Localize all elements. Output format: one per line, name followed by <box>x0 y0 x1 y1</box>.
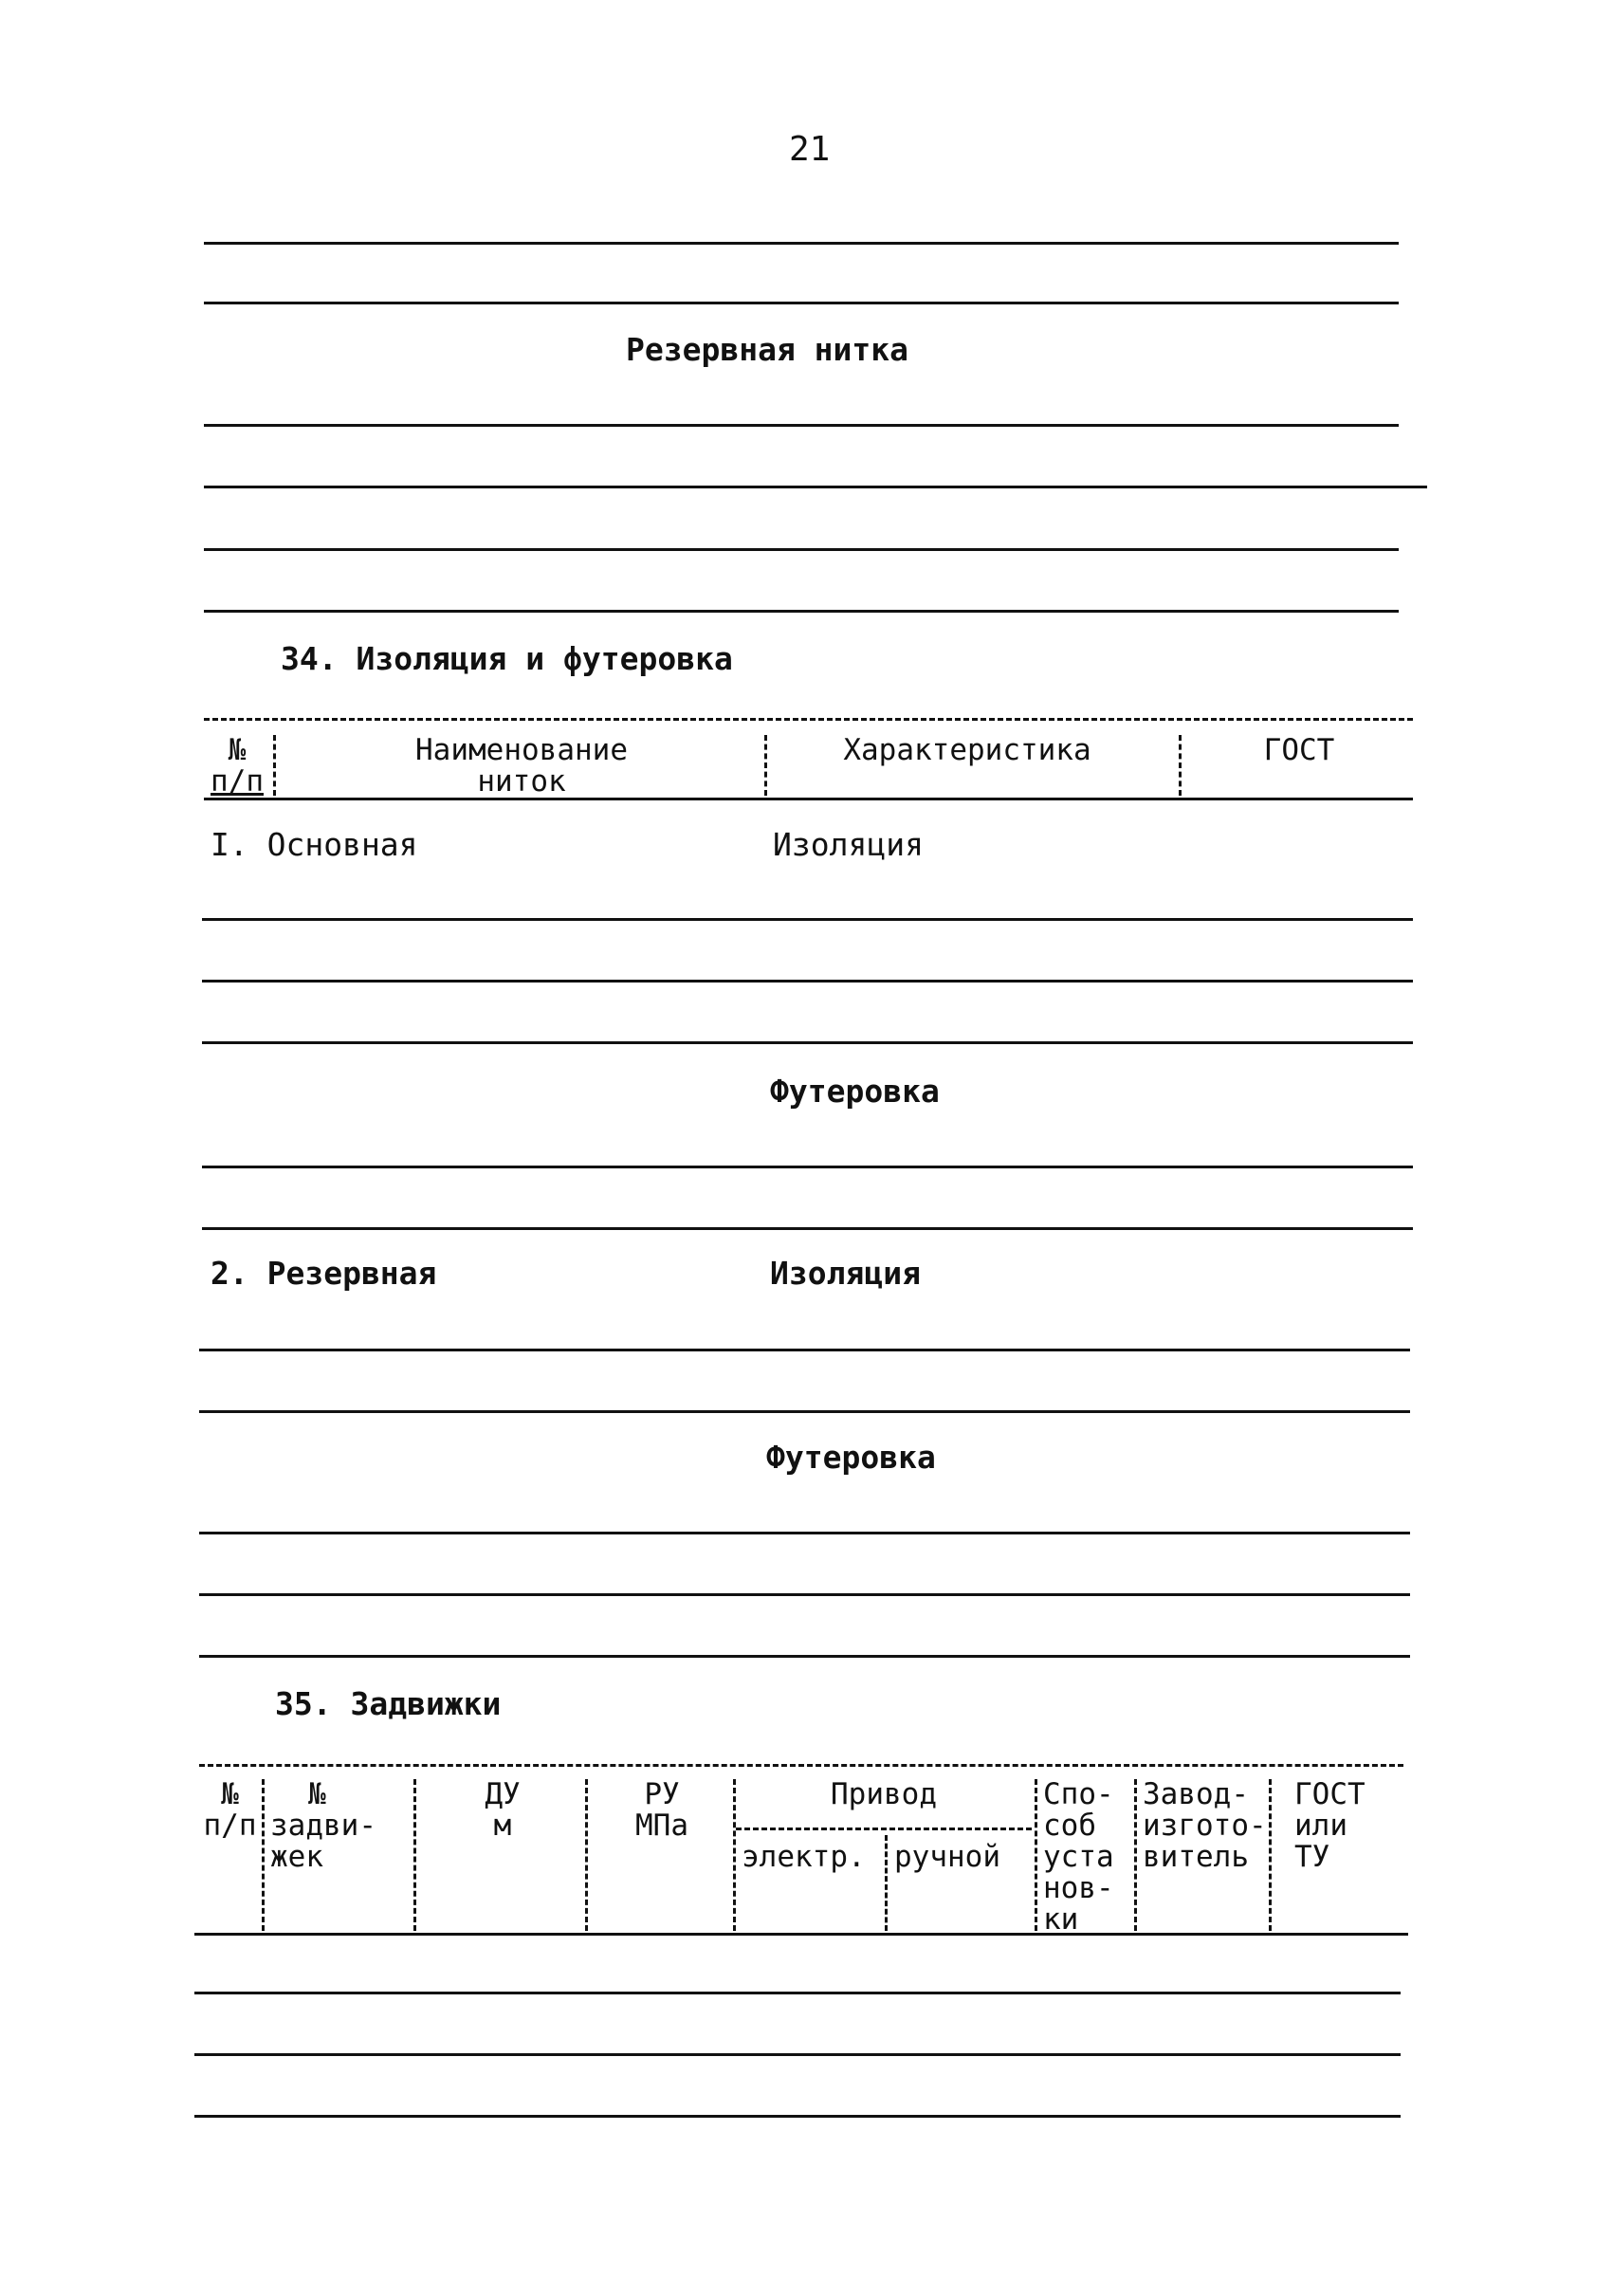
table-34-header-rule <box>204 798 1413 800</box>
row-1-lining: Футеровка <box>770 1073 940 1110</box>
header-install-method: Спо- соб уста нов- ки <box>1043 1777 1114 1937</box>
header-thread-name: Наименование ниток <box>415 733 628 799</box>
header-divider <box>262 1779 265 1931</box>
header-drive-manual: ручной <box>894 1840 1000 1874</box>
table-35-header-rule <box>194 1933 1408 1936</box>
blank-line <box>194 2115 1401 2118</box>
blank-line <box>204 242 1399 245</box>
blank-line <box>204 424 1399 427</box>
header-gost: ГОСТ <box>1263 733 1335 767</box>
blank-line <box>204 548 1399 551</box>
row-1-name: I. Основная <box>211 826 418 863</box>
blank-line <box>199 1593 1410 1596</box>
table-34-top-rule <box>204 718 1413 721</box>
blank-line <box>202 1041 1413 1044</box>
header-divider <box>885 1835 888 1931</box>
blank-line <box>204 302 1399 304</box>
blank-line <box>204 486 1427 488</box>
section-34-title: 34. Изоляция и футеровка <box>281 640 733 677</box>
header-valve-num: № задви- жек <box>270 1777 376 1874</box>
header-divider <box>764 735 767 796</box>
row-2-insulation: Изоляция <box>770 1255 921 1292</box>
blank-line <box>199 1410 1410 1413</box>
blank-line <box>199 1349 1410 1351</box>
header-divider <box>1269 1779 1272 1931</box>
header-drive: Привод <box>831 1777 937 1811</box>
blank-line <box>202 1227 1413 1230</box>
blank-line <box>204 610 1399 613</box>
blank-line <box>202 918 1413 921</box>
header-du: ДУ м <box>485 1777 521 1843</box>
drive-subheader-rule <box>736 1828 1032 1830</box>
blank-line <box>199 1655 1410 1658</box>
blank-line <box>194 1992 1401 1994</box>
header-drive-electric: электр. <box>742 1840 866 1874</box>
header-divider <box>585 1779 588 1931</box>
blank-line <box>202 980 1413 983</box>
header-characteristic: Характеристика <box>843 733 1091 767</box>
blank-line <box>199 1532 1410 1534</box>
table-35-top-rule <box>199 1764 1403 1767</box>
header-num: № п/п <box>211 733 264 799</box>
page-number: 21 <box>789 130 831 169</box>
blank-line <box>202 1166 1413 1168</box>
row-1-insulation: Изоляция <box>773 826 924 863</box>
section-35-title: 35. Задвижки <box>275 1685 502 1722</box>
blank-line <box>194 2053 1401 2056</box>
header-divider <box>1134 1779 1137 1931</box>
row-2-name: 2. Резервная <box>211 1255 437 1292</box>
header-ru: РУ МПа <box>635 1777 688 1843</box>
header-divider <box>1179 735 1182 796</box>
row-2-lining: Футеровка <box>766 1439 936 1476</box>
header-num: № п/п <box>203 1777 257 1843</box>
header-divider <box>273 735 276 796</box>
header-manufacturer: Завод- изгото- витель <box>1143 1777 1267 1874</box>
reserve-thread-heading: Резервная нитка <box>626 331 909 368</box>
header-gost-tu: ГОСТ или ТУ <box>1294 1777 1366 1874</box>
header-divider <box>413 1779 416 1931</box>
header-divider <box>1035 1779 1037 1931</box>
